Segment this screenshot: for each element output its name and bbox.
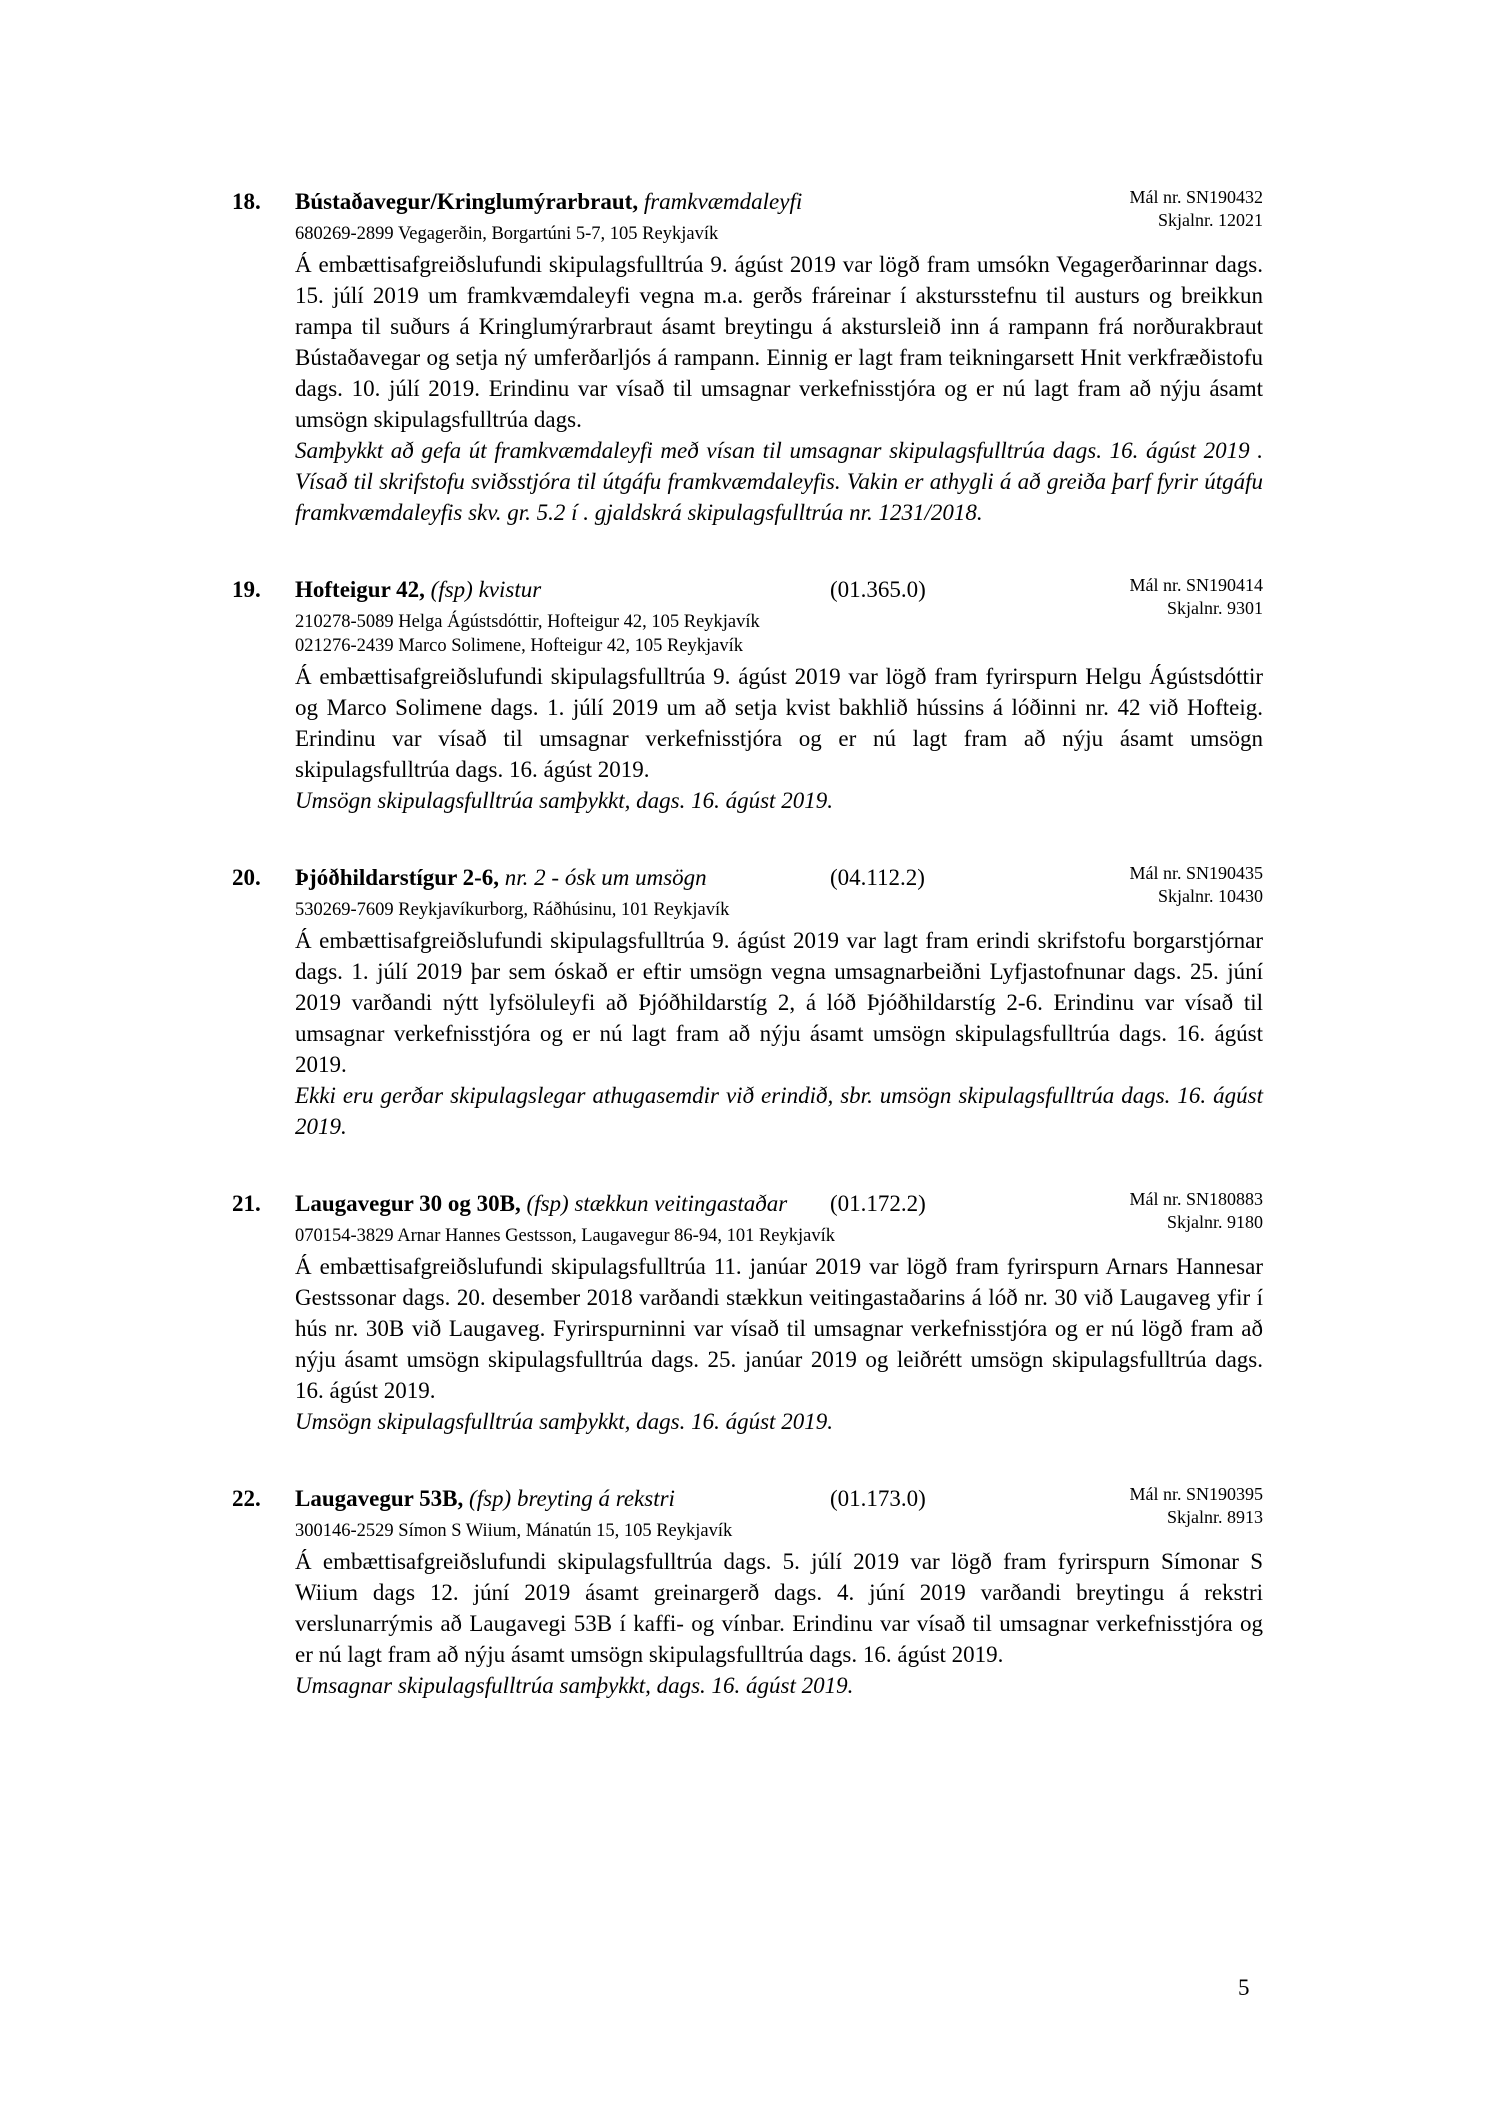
document-number: Skjalnr. 9180 — [1166, 1212, 1263, 1232]
item-number: 22. — [232, 1486, 261, 1511]
item-number: 19. — [232, 577, 261, 602]
party-line: 021276-2439 Marco Solimene, Hofteigur 42, 105 Reykjavík — [295, 636, 744, 656]
case-reference — [1129, 186, 1263, 232]
item-title-street: Hofteigur 42, — [295, 577, 425, 602]
case-number: Mál nr. SN190395 — [1129, 1484, 1263, 1504]
agenda-item-21 — [232, 1188, 1263, 1437]
item-title-street: Þjóðhildarstígur 2-6, — [295, 865, 500, 890]
party-line: 070154-3829 Arnar Hannes Gestsson, Laugavegur 86-94, 101 Reykjavík — [295, 1226, 835, 1246]
item-title — [295, 574, 820, 605]
parties-list — [295, 1519, 1263, 1543]
party-line: 530269-7609 Reykjavíkurborg, Ráðhúsinu, 101 Reykjavík — [295, 900, 730, 920]
document-content — [232, 186, 1263, 1747]
agenda-item-20 — [232, 862, 1263, 1142]
item-title — [295, 1188, 820, 1219]
party-line: 680269-2899 Vegagerðin, Borgartúni 5-7, 105 Reykjavík — [295, 224, 719, 244]
case-number: Mál nr. SN190432 — [1129, 187, 1263, 207]
item-number: 21. — [232, 1191, 261, 1216]
item-body: Á embættisafgreiðslufundi skipulagsfulltrúa dags. 5. júlí 2019 var lögð fram fyrirspurn Símonar S Wiium dags 12. júní 2019 ásamt greinargerð dags. 4. júní 2019 varðandi breytingu á rekstri verslunarrýmis að Laugavegi 53B í kaffi- og vínbar. Erindinu var vísað til umsagnar verkefnisstjóra og er nú lagt fram að nýju ásamt umsögn skipulagsfulltrúa dags. 16. ágúst 2019. — [295, 1549, 1263, 1667]
item-plot-code: (04.112.2) — [830, 865, 925, 890]
document-number: Skjalnr. 9301 — [1166, 598, 1263, 618]
item-title — [295, 186, 820, 217]
item-resolution: Umsagnar skipulagsfulltrúa samþykkt, dags. 16. ágúst 2019. — [295, 1673, 854, 1698]
document-number: Skjalnr. 10430 — [1157, 886, 1263, 906]
case-number: Mál nr. SN190414 — [1129, 575, 1263, 595]
case-number: Mál nr. SN190435 — [1129, 863, 1263, 883]
item-resolution: Ekki eru gerðar skipulagslegar athugasemdir við erindið, sbr. umsögn skipulagsfulltrúa dags. 16. ágúst 2019. — [295, 1083, 1263, 1139]
parties-list — [295, 1224, 1263, 1248]
agenda-item-18 — [232, 186, 1263, 528]
item-title-street: Laugavegur 53B, — [295, 1486, 464, 1511]
item-title-row — [295, 186, 1263, 230]
page-number: 5 — [1238, 1975, 1250, 2000]
document-number: Skjalnr. 12021 — [1157, 210, 1263, 230]
item-title-row — [295, 574, 1263, 618]
agenda-item-22 — [232, 1483, 1263, 1701]
item-resolution: Umsögn skipulagsfulltrúa samþykkt, dags. 16. ágúst 2019. — [295, 1409, 833, 1434]
item-body: Á embættisafgreiðslufundi skipulagsfulltrúa 9. ágúst 2019 var lagt fram erindi skrifstofu borgarstjórnar dags. 1. júlí 2019 þar sem óskað er eftir umsögn vegna umsagnarbeiðni Lyfjastofnunar dags. 25. júní 2019 varðandi nýtt lyfsöluleyfi að Þjóðhildarstíg 2, á lóð Þjóðhildarstíg 2-6. Erindinu var vísað til umsagnar verkefnisstjóra og er nú lagt fram að nýju ásamt umsögn skipulagsfulltrúa dags. 16. ágúst 2019. — [295, 928, 1263, 1077]
item-title-row — [295, 862, 1263, 906]
item-plot-code: (01.173.0) — [830, 1486, 926, 1511]
item-title — [295, 1483, 820, 1514]
case-reference — [1129, 1483, 1263, 1529]
item-title-row — [295, 1483, 1263, 1527]
item-resolution: Samþykkt að gefa út framkvæmdaleyfi með vísan til umsagnar skipulagsfulltrúa dags. 16. ágúst 2019 . Vísað til skrifstofu sviðsstjóra til útgáfu framkvæmdaleyfis. Vakin er athygli á að greiða þarf fyrir útgáfu framkvæmdaleyfis skv. gr. 5.2 í . gjaldskrá skipulagsfulltrúa nr. 1231/2018. — [295, 438, 1263, 525]
case-number: Mál nr. SN180883 — [1129, 1189, 1263, 1209]
document-number: Skjalnr. 8913 — [1166, 1507, 1263, 1527]
agenda-item-19 — [232, 574, 1263, 816]
case-reference — [1129, 1188, 1263, 1234]
item-title-row — [295, 1188, 1263, 1232]
item-resolution: Umsögn skipulagsfulltrúa samþykkt, dags. 16. ágúst 2019. — [295, 788, 833, 813]
case-reference — [1129, 862, 1263, 908]
item-title — [295, 862, 820, 893]
item-title-subtitle: (fsp) stækkun veitingastaðar — [526, 1191, 788, 1216]
item-title-street: Bústaðavegur/Kringlumýrarbraut, — [295, 189, 639, 214]
parties-list — [295, 222, 1263, 246]
item-title-subtitle: framkvæmdaleyfi — [643, 189, 803, 214]
item-title-subtitle: (fsp) kvistur — [430, 577, 542, 602]
party-line: 300146-2529 Símon S Wiium, Mánatún 15, 105 Reykjavík — [295, 1521, 733, 1541]
item-body: Á embættisafgreiðslufundi skipulagsfulltrúa 11. janúar 2019 var lögð fram fyrirspurn Arnars Hannesar Gestssonar dags. 20. desember 2018 varðandi stækkun veitingastaðarins á lóð nr. 30 við Laugaveg yfir í hús nr. 30B við Laugaveg. Fyrirspurninni var vísað til umsagnar verkefnisstjóra og er nú lögð fram að nýju ásamt umsögn skipulagsfulltrúa dags. 25. janúar 2019 og leiðrétt umsögn skipulagsfulltrúa dags. 16. ágúst 2019. — [295, 1254, 1263, 1403]
item-plot-code: (01.172.2) — [830, 1191, 926, 1216]
item-title-subtitle: nr. 2 - ósk um umsögn — [504, 865, 707, 890]
case-reference — [1129, 574, 1263, 620]
item-title-subtitle: (fsp) breyting á rekstri — [469, 1486, 675, 1511]
item-number: 18. — [232, 189, 261, 214]
parties-list — [295, 898, 1263, 922]
item-body: Á embættisafgreiðslufundi skipulagsfulltrúa 9. ágúst 2019 var lögð fram fyrirspurn Helgu Ágústsdóttir og Marco Solimene dags. 1. júlí 2019 um að setja kvist bakhlið hússins á lóðinni nr. 42 við Hofteig. Erindinu var vísað til umsagnar verkefnisstjóra og er nú lagt fram að nýju ásamt umsögn skipulagsfulltrúa dags. 16. ágúst 2019. — [295, 664, 1263, 782]
item-number: 20. — [232, 865, 261, 890]
party-line: 210278-5089 Helga Ágústsdóttir, Hofteigur 42, 105 Reykjavík — [295, 612, 760, 632]
item-plot-code: (01.365.0) — [830, 577, 926, 602]
parties-list — [295, 610, 1263, 658]
item-body: Á embættisafgreiðslufundi skipulagsfulltrúa 9. ágúst 2019 var lögð fram umsókn Vegagerðarinnar dags. 15. júlí 2019 um framkvæmdaleyfi vegna m.a. gerðs fráreinar í akstursstefnu til austurs og breikkun rampa til suðurs á Kringlumýrarbraut ásamt breytingu á akstursleið inn á rampann frá norðurakbraut Bústaðavegar og setja ný umferðarljós á rampann. Einnig er lagt fram teikningarsett Hnit verkfræðistofu dags. 10. júlí 2019. Erindinu var vísað til umsagnar verkefnisstjóra og er nú lagt fram að nýju ásamt umsögn skipulagsfulltrúa dags. — [295, 252, 1263, 432]
item-title-street: Laugavegur 30 og 30B, — [295, 1191, 521, 1216]
